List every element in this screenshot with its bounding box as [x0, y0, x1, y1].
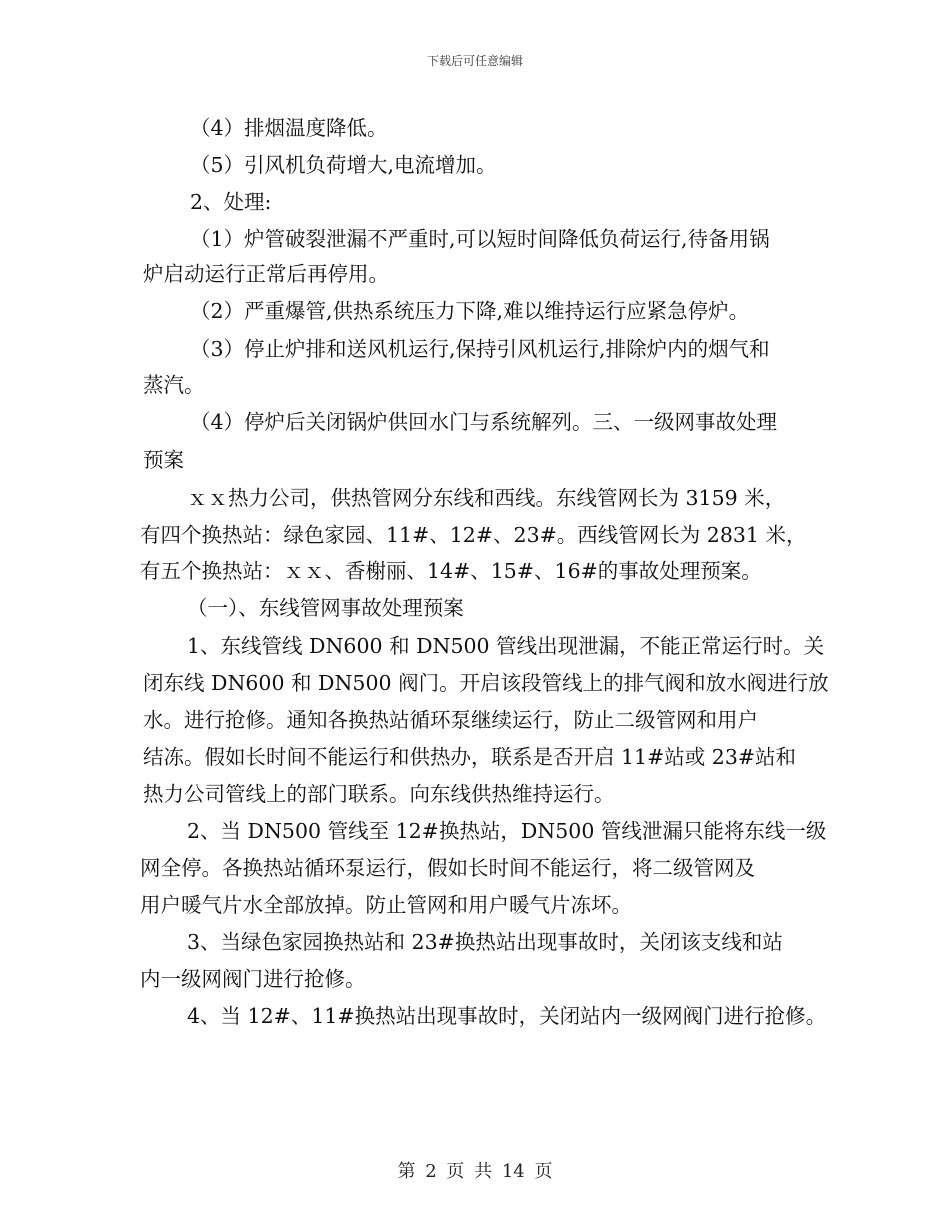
text-line: 用户暖气片水全部放掉。防止管网和用户暖气片冻坏。	[140, 893, 632, 917]
page-footer: 第 2 页 共 14 页	[397, 1161, 553, 1182]
text-line: 有五个换热站：ｘｘ、香榭丽、14#、15#、16#的事故处理预案。	[140, 559, 762, 583]
text-line: 炉启动运行正常后再停用。	[143, 262, 389, 286]
text-line: 蒸汽。	[143, 373, 205, 397]
text-line: 3、当绿色家园换热站和 23#换热站出现事故时，关闭该支线和站	[187, 930, 783, 954]
page-header: 下载后可任意编辑	[426, 54, 523, 68]
text-line: 闭东线 DN600 和 DN500 阀门。开启该段管线上的排气阀和放水阀进行放	[143, 671, 829, 695]
text-line: （1）炉管破裂泄漏不严重时,可以短时间降低负荷运行,待备用锅	[190, 227, 770, 251]
text-line: 2、当 DN500 管线至 12#换热站，DN500 管线泄漏只能将东线一级	[187, 819, 827, 843]
text-line: 预案	[143, 448, 184, 472]
text-line: （2）严重爆管,供热系统压力下降,难以维持运行应紧急停炉。	[190, 299, 750, 323]
text-line: 水。进行抢修。通知各换热站循环泵继续运行，防止二级管网和用户	[143, 708, 758, 732]
text-line: 1、东线管线 DN600 和 DN500 管线出现泄漏，不能正常运行时。关	[187, 634, 825, 658]
text-line: 4、当 12#、11#换热站出现事故时，关闭站内一级网阀门进行抢修。	[187, 1004, 827, 1028]
text-line: 内一级网阀门进行抢修。	[140, 967, 366, 991]
text-line: （3）停止炉排和送风机运行,保持引风机运行,排除炉内的烟气和	[190, 337, 770, 361]
text-line: （5）引风机负荷增大,电流增加。	[190, 153, 497, 177]
text-line: 热力公司管线上的部门联系。向东线供热维持运行。	[143, 782, 615, 806]
text-line: 有四个换热站：绿色家园、11#、12#、23#。西线管网长为 2831 米，	[140, 523, 807, 547]
text-line: （4）排烟温度降低。	[190, 116, 388, 140]
text-line: 2、处理:	[190, 190, 272, 214]
text-line: 结冻。假如长时间不能运行和供热办，联系是否开启 11#站或 23#站和	[143, 745, 797, 769]
text-line: （一）、东线管网事故处理预案	[187, 596, 464, 620]
text-line: （4）停炉后关闭锅炉供回水门与系统解列。三、一级网事故处理	[190, 410, 778, 434]
text-line: ｘｘ热力公司，供热管网分东线和西线。东线管网长为 3159 米，	[187, 486, 786, 510]
text-line: 网全停。各换热站循环泵运行，假如长时间不能运行，将二级管网及	[140, 856, 755, 880]
